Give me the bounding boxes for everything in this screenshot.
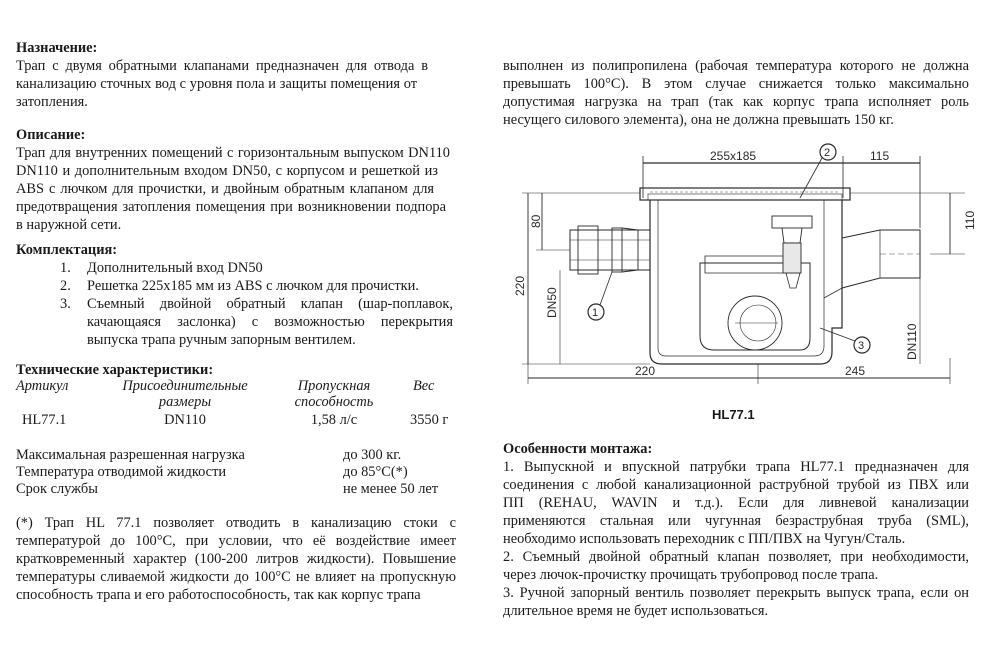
dim-label-220-vertical: 220 [513,275,527,296]
dim-label-220-horizontal: 220 [635,364,656,378]
specs-column-header: Артикул [16,378,69,394]
specs-column-header: Пропускная [297,378,371,394]
kit-item-text: Съемный двойной обратный клапан (шар-поплавок, [87,296,453,312]
purpose-heading: Назначение: [16,40,98,56]
specs-column-header: способность [294,394,374,410]
valve-chamber [700,263,810,350]
kit-item-number: 1. [60,260,71,276]
param-label: Температура отводимой жидкости [16,464,227,480]
dim-label-115: 115 [870,149,890,163]
dim-label-grate: 255x185 [710,149,757,163]
mounting-heading: Особенности монтажа: [503,441,653,457]
mounting-line: 2. Съемный двойной обратный клапан позволяет, при необходимости, [503,549,969,565]
cleanout-lid [772,216,812,228]
shutoff-valve [783,243,801,273]
purpose-line: канализацию сточных вод с уровня пола и защиты помещения от [16,76,417,92]
description-line: ABS с лючком для прочистки, и двойным обратным клапаном для [16,181,434,197]
outlet-dn110 [842,230,920,288]
callout-label-3: 3 [858,340,865,352]
specs-article: HL77.1 [22,412,67,428]
param-label: Максимальная разрешенная нагрузка [16,447,245,463]
note-line: (*) Трап HL 77.1 позволяет отводить в канализацию стоки с [16,515,456,531]
specs-capacity: 1,58 л/с [310,412,358,428]
description-line: предотвращения затопления помещения при возникновении подпора [16,199,446,215]
param-value: до 85°С(*) [343,464,408,480]
specs-heading: Технические характеристики: [16,362,214,378]
note-line: кратковременный характер (100-200 литров жидкости). Повышение [16,551,456,567]
specs-weight: 3550 г [410,412,449,428]
note-continued-line: превышать 100°С). В этом случае снижается только максимально [503,76,969,92]
mounting-line: ПП (REHAU, WAVIN и т.д.). Если для ливневой канализации [503,495,969,511]
specs-column-header: размеры [158,394,212,410]
dim-label-80: 80 [529,214,543,228]
callout-label-1: 1 [592,307,599,319]
kit-item-text: Решетка 225x185 мм из ABS с лючком для прочистки. [87,278,419,294]
specs-size: DN110 [164,412,206,428]
specs-column-header: Присоединительные [122,378,248,394]
note-continued-line: несущего силового элемента), она не должна превышать 150 кг. [503,112,894,128]
kit-item-text: выпуска трапа ручным запорным вентилем. [87,332,356,348]
description-line: Трап для внутренних помещений с горизонтальным выпуском DN110 [16,145,450,161]
drain-body [650,200,842,364]
specs-column-header: Вес [413,378,435,394]
dim-label-dn110: DN110 [905,323,919,360]
mounting-line: 1. Выпускной и впускной патрубки трапа HL77.1 предназначен для [503,459,969,475]
callout-label-2: 2 [824,147,831,159]
description-heading: Описание: [16,127,86,143]
purpose-line: Трап с двумя обратными клапанами предназначен для отвода в [16,58,428,74]
mounting-line: 3. Ручной запорный вентиль позволяет перекрыть выпуск трапа, если он [503,585,969,601]
param-label: Срок службы [16,481,98,497]
note-continued-line: допустимая нагрузка на трап (так как корпус трапа исполняет роль [503,94,969,110]
drain-technical-drawing [500,138,980,400]
kit-item-text: качающаяся заслонка) с возможностью перекрытия [87,314,453,330]
kit-item-number: 3. [60,296,71,312]
param-value: до 300 кг. [343,447,402,463]
note-continued-line: выполнен из полипропилена (рабочая температура которого не должна [503,58,969,74]
dim-label-dn50: DN50 [545,287,559,318]
description-line: в наружной сети. [16,217,122,233]
dim-label-110: 110 [963,210,977,230]
kit-heading: Комплектация: [16,242,118,258]
drawing-caption: HL77.1 [712,407,755,422]
mounting-line: необходимо использовать переходник с ПП/ПВХ на Чугун/Сталь. [503,531,906,547]
mounting-line: соединения с любой канализационной раструбной трубой из ПВХ или [503,477,969,493]
dim-label-245: 245 [845,364,866,378]
note-line: способность трапа и его работоспособность, так как корпус трапа [16,587,421,603]
kit-item-text: Дополнительный вход DN50 [87,260,263,276]
mounting-line: длительное время не будет использоваться. [503,603,769,619]
note-line: температурой до 100°С, при условии, что её воздействие имеет [16,533,456,549]
mounting-line: применяются стальная или чугунная безраструбная труба (SML), [503,513,969,529]
description-line: DN110 и дополнительным входом DN50, с корпусом и решеткой из [16,163,438,179]
kit-item-number: 2. [60,278,71,294]
purpose-line: затопления. [16,94,88,110]
param-value: не менее 50 лет [343,481,439,497]
note-line: температуры сливаемой жидкости до 100°С не влияет на пропускную [16,569,456,585]
mounting-line: через лючок-прочистку прочищать трубопровод после трапа. [503,567,879,583]
